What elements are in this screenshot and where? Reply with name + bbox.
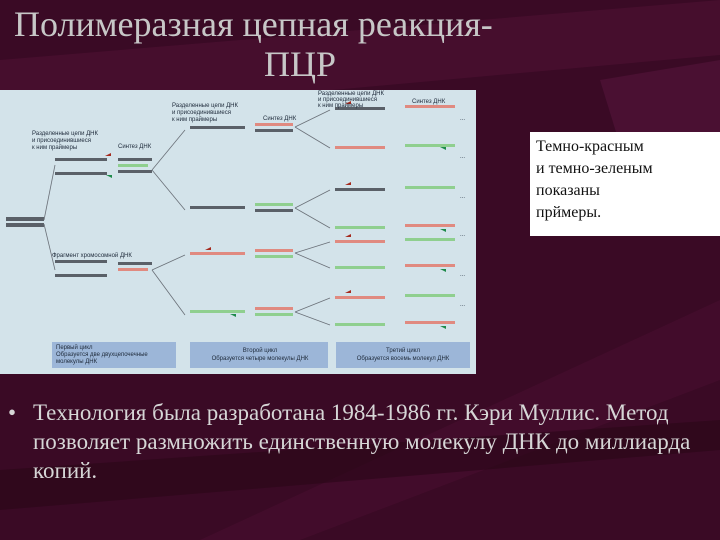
label-separated-1b: и присоединившиеся	[32, 138, 92, 144]
label-separated-3b: и присоединившиеся	[318, 97, 378, 103]
label-separated-3a: Разделенные цепи ДНК	[318, 91, 384, 97]
bullet-symbol: •	[8, 400, 17, 425]
pcr-diagram-svg	[0, 90, 476, 374]
caption-3-line-1: Третий цикл	[386, 348, 420, 354]
bullet-item	[8, 398, 698, 485]
caption-1-line-3: молекулы ДНК	[56, 359, 98, 365]
label-separated-1c: к ним праймеры	[32, 145, 78, 151]
chromosome-fragment	[6, 217, 44, 227]
title-line-1: Полимеразная цепная реакция-	[14, 4, 493, 44]
caption-2-line-1: Второй цикл	[242, 348, 278, 354]
cycle-3-strands	[335, 105, 455, 326]
ellipsis-2: ...	[460, 154, 466, 160]
bullet-text: Технология была разработана 1984-1986 гг. Кэри Муллис. Метод позволяет размножить единственную молекулу ДНК до миллиарда копий.	[33, 400, 691, 483]
slide-title	[14, 2, 614, 86]
cycle-2-strands	[190, 123, 293, 316]
caption-1-line-1: Первый цикл	[56, 345, 93, 351]
label-separated-2b: и присоединившиеся	[172, 110, 232, 116]
side-note-line-3: показаны	[536, 182, 600, 199]
primers	[105, 101, 446, 329]
ellipsis-6: ...	[460, 302, 466, 308]
caption-3-line-2: Образуется восемь молекул ДНК	[356, 356, 450, 362]
label-synthesis-3: Синтез ДНК	[412, 99, 446, 105]
cycle-1-strands	[55, 158, 152, 277]
title-line-2: ПЦР	[264, 44, 337, 84]
label-separated-2a: Разделенные цепи ДНК	[172, 103, 238, 109]
caption-2-line-2: Образуется четыре молекулы ДНК	[211, 356, 309, 362]
ellipsis-5: ...	[460, 272, 466, 278]
label-fragment: Фрагмент хромосомной ДНК	[52, 253, 132, 259]
side-note	[530, 132, 720, 236]
label-synthesis-2: Синтез ДНК	[263, 116, 297, 122]
label-separated-2c: к ним праймеры	[172, 117, 218, 123]
caption-cycle-3	[336, 342, 470, 368]
pcr-diagram	[0, 90, 476, 374]
label-separated-1a: Разделенные цепи ДНК	[32, 131, 98, 137]
side-note-line-2: и темно-зеленым	[536, 160, 653, 177]
side-note-line-1: Темно-красным	[536, 138, 644, 155]
ellipsis-3: ...	[460, 194, 466, 200]
caption-cycle-1	[52, 342, 176, 368]
caption-1-line-2: Образуется две двухцепочечные	[56, 352, 148, 358]
ellipsis-1: ...	[460, 116, 466, 122]
caption-cycle-2	[190, 342, 328, 368]
ellipsis-4: ...	[460, 232, 466, 238]
label-synthesis-1: Синтез ДНК	[118, 144, 152, 150]
side-note-line-4: прймеры.	[536, 204, 602, 221]
label-separated-3c: к ним праймеры	[318, 103, 364, 109]
